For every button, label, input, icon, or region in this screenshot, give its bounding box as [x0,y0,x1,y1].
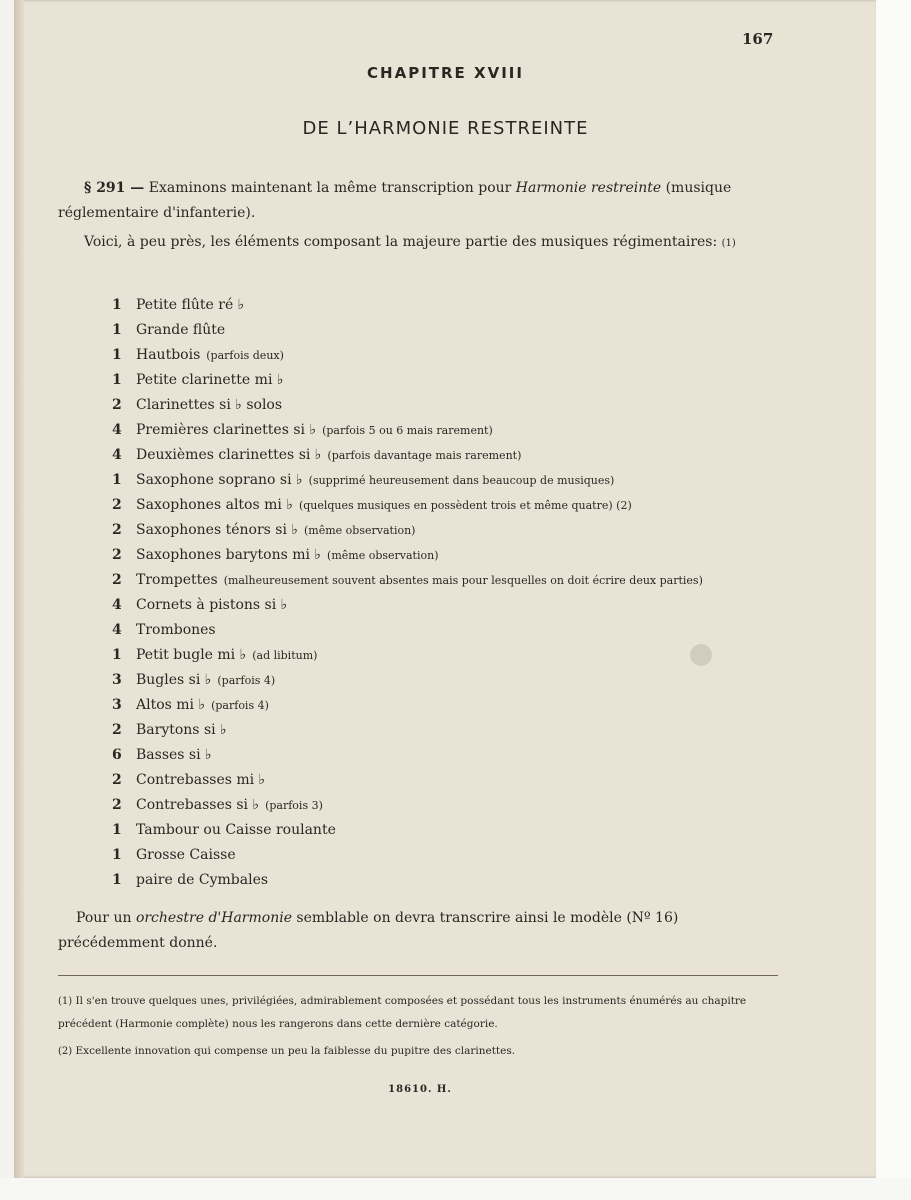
instrument-name: Hautbois [136,347,201,363]
instrument-item [112,618,703,643]
instrument-item [112,743,703,768]
instrument-name: Grosse Caisse [136,847,236,863]
instrument-item [112,393,703,418]
instrument-item [112,818,703,843]
instrument-quantity: 1 [112,347,122,363]
instrument-note: (parfois davantage mais rarement) [327,449,522,462]
instrument-name: Saxophones ténors si ♭ [136,522,299,538]
instrument-name: Contrebasses mi ♭ [136,772,266,788]
scan-margin-bottom [0,1178,911,1200]
instrument-name: Trombones [136,622,216,638]
intro-text-before: Examinons maintenant la même transcription pour [144,180,516,196]
elements-paragraph [58,230,776,256]
footnote-2-mark: (2) [58,1046,73,1057]
instrument-note: (parfois deux) [206,349,284,362]
instrument-quantity: 2 [112,522,122,538]
instrument-item [112,443,703,468]
instrument-quantity: 3 [112,697,122,713]
instrument-list [112,293,703,893]
instrument-name: Cornets à pistons si ♭ [136,597,288,613]
instrument-quantity: 2 [112,797,122,813]
instrument-quantity: 4 [112,597,122,613]
instrument-name: Saxophones barytons mi ♭ [136,547,322,563]
instrument-note: (quelques musiques en possèdent trois et même quatre) (2) [298,499,632,512]
instrument-quantity: 2 [112,772,122,788]
instrument-name: Contrebasses si ♭ [136,797,260,813]
instrument-item [112,518,703,543]
instrument-item [112,768,703,793]
instrument-quantity: 2 [112,497,122,513]
instrument-quantity: 2 [112,722,122,738]
chapter-title: DE L’HARMONIE RESTREINTE [302,118,589,139]
instrument-name: Premières clarinettes si ♭ [136,422,317,438]
page-spine [14,0,24,1178]
instrument-quantity: 1 [112,297,122,313]
instrument-item [112,468,703,493]
instrument-quantity: 3 [112,672,122,688]
instrument-item [112,343,703,368]
instrument-name: Petite clarinette mi ♭ [136,372,284,388]
instrument-quantity: 2 [112,572,122,588]
closing-paragraph [58,906,776,956]
instrument-note: (malheureusement souvent absentes mais pour lesquelles on doit écrire deux parties) [223,574,703,587]
instrument-note: (ad libitum) [252,649,318,662]
instrument-item [112,868,703,893]
instrument-note: (parfois 5 ou 6 mais rarement) [322,424,493,437]
instrument-item [112,293,703,318]
instrument-item [112,793,703,818]
footnote-1-text: Il s'en trouve quelques unes, privilégiées, admirablement composées et possédant tous les instruments énumérés au chapitre précédent (Harmonie complète) nous les rangerons dans cette dernière catégorie. [58,995,747,1030]
instrument-name: Bugles si ♭ [136,672,212,688]
instrument-note: (parfois 3) [265,799,323,812]
instrument-note: (même observation) [304,524,416,537]
elements-text: Voici, à peu près, les éléments composant la majeure partie des musiques régimentaires: [84,234,722,250]
instrument-name: Petit bugle mi ♭ [136,647,247,663]
instrument-item [112,718,703,743]
instrument-name: Tambour ou Caisse roulante [136,822,336,838]
closing-text-after: semblable on devra transcrire ainsi le modèle (Nº 16) précédemment donné. [58,910,679,951]
instrument-item [112,843,703,868]
page-number: 167 [742,30,774,48]
instrument-quantity: 1 [112,647,122,663]
intro-italic: Harmonie restreinte [515,180,662,196]
scan-margin-right [876,0,911,1200]
instrument-item [112,318,703,343]
instrument-name: Petite flûte ré ♭ [136,297,245,313]
instrument-note: (supprimé heureusement dans beaucoup de musiques) [308,474,615,487]
instrument-quantity: 1 [112,372,122,388]
instrument-quantity: 1 [112,822,122,838]
chapter-heading: CHAPITRE XVIII [367,64,524,82]
instrument-item [112,493,703,518]
footnote-1 [58,990,778,1035]
instrument-item [112,418,703,443]
instrument-quantity: 1 [112,472,122,488]
instrument-item [112,568,703,593]
intro-text-after: (musique réglementaire d'infanterie). [58,180,732,221]
footnote-2-text: Excellente innovation qui compense un peu la faiblesse du pupitre des clarinettes. [72,1045,516,1057]
instrument-quantity: 4 [112,447,122,463]
section-number: § 291 — [84,180,145,196]
footnote-1-mark: (1) [58,996,73,1007]
instrument-quantity: 1 [112,322,122,338]
instrument-name: Clarinettes si ♭ solos [136,397,283,413]
footnote-2 [58,1040,778,1063]
instrument-note: (parfois 4) [211,699,269,712]
instrument-name: Barytons si ♭ [136,722,227,738]
instrument-quantity: 1 [112,872,122,888]
instrument-item [112,668,703,693]
intro-paragraph [58,176,776,226]
instrument-quantity: 4 [112,622,122,638]
instrument-item [112,643,703,668]
instrument-quantity: 4 [112,422,122,438]
instrument-note: (parfois 4) [217,674,276,687]
instrument-note: (même observation) [327,549,439,562]
instrument-quantity: 2 [112,547,122,563]
instrument-quantity: 2 [112,397,122,413]
instrument-item [112,543,703,568]
instrument-item [112,368,703,393]
instrument-item [112,693,703,718]
instrument-name: Saxophone soprano si ♭ [136,472,303,488]
plate-number: 18610. H. [388,1084,452,1095]
instrument-name: Deuxièmes clarinettes si ♭ [136,447,322,463]
instrument-quantity: 1 [112,847,122,863]
instrument-item [112,593,703,618]
instrument-name: paire de Cymbales [136,872,269,888]
instrument-name: Altos mi ♭ [136,697,206,713]
footnote-divider [58,975,778,976]
footnote-ref-1: (1) [721,238,736,249]
instrument-quantity: 6 [112,747,122,763]
instrument-name: Grande flûte [136,322,226,338]
instrument-name: Saxophones altos mi ♭ [136,497,293,513]
instrument-name: Basses si ♭ [136,747,212,763]
instrument-name: Trompettes [136,572,218,588]
closing-text-before: Pour un [76,910,136,926]
closing-italic: orchestre d'Harmonie [135,910,292,926]
